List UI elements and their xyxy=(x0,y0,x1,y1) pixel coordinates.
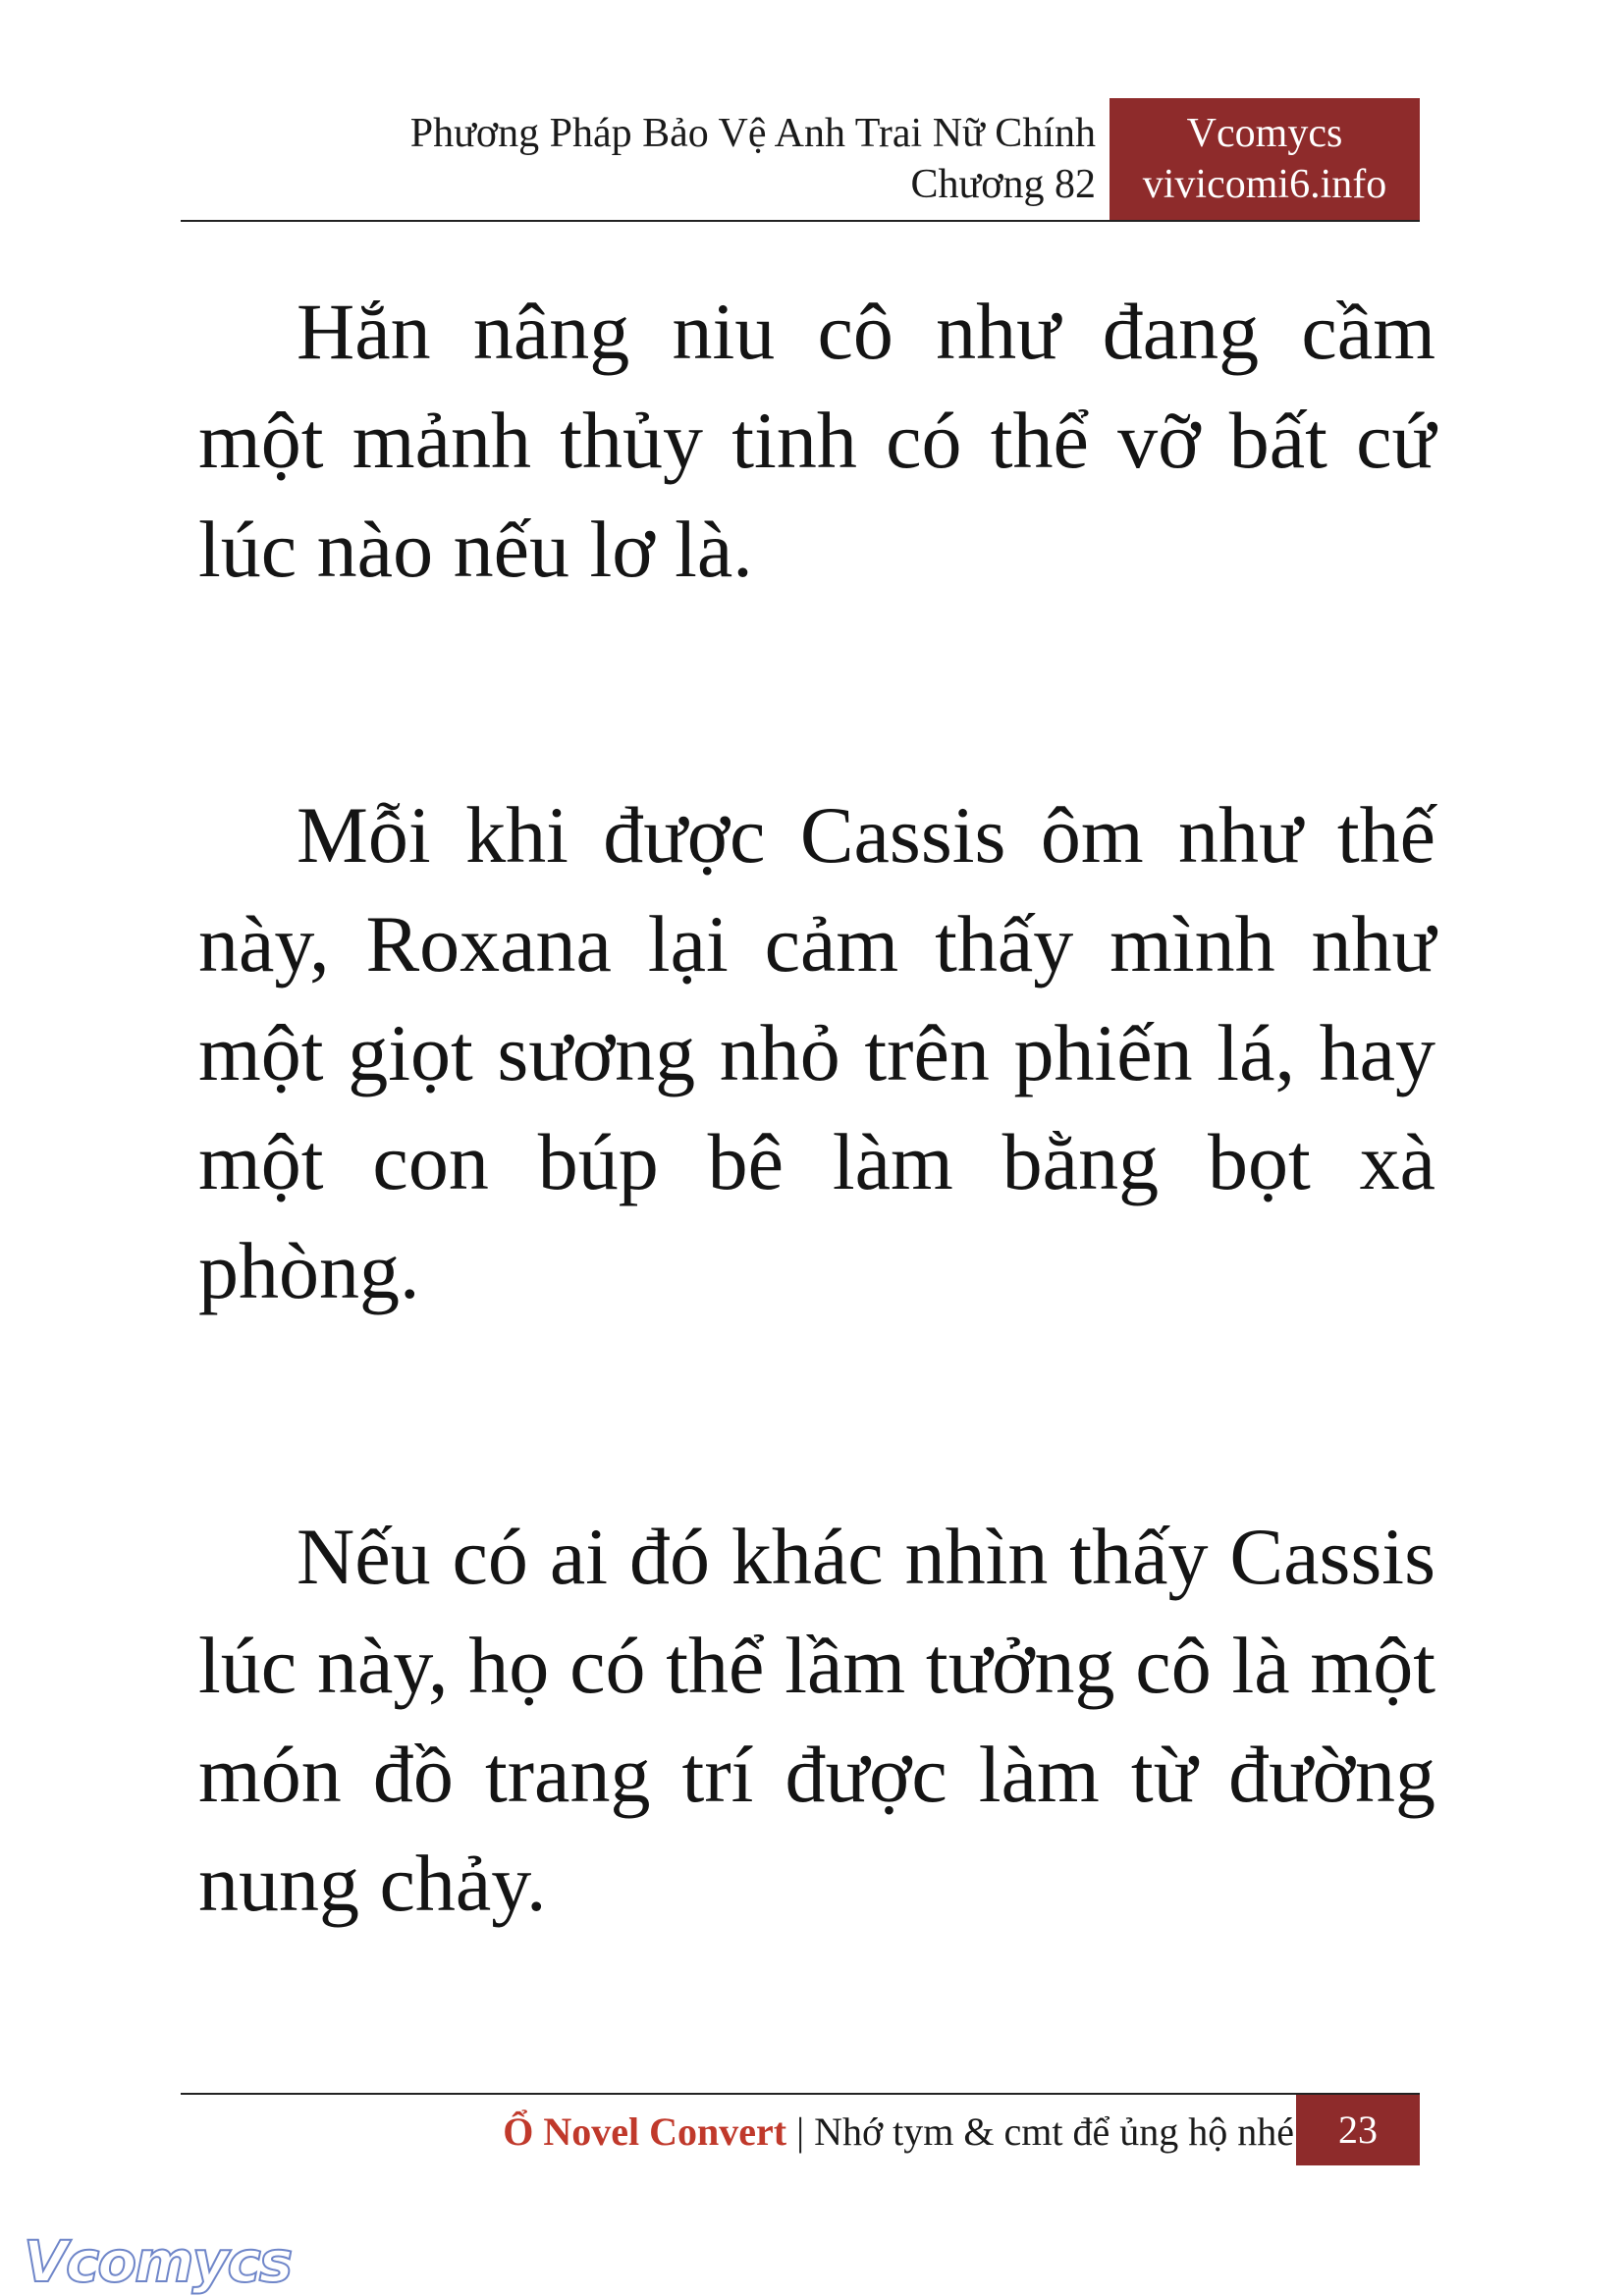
book-title: Phương Pháp Bảo Vệ Anh Trai Nữ Chính xyxy=(409,111,1096,156)
footer-message: Nhớ tym & cmt để ủng hộ nhé xyxy=(814,2109,1294,2154)
page-number: 23 xyxy=(1296,2095,1420,2165)
paragraph-2: Mỗi khi được Cassis ôm như thế này, Roxana lại cảm thấy mình như một giọt sương nhỏ trên phiến lá, hay một con búp bê làm bằng bọt xà phòng. xyxy=(198,790,1435,1315)
chapter-content xyxy=(198,277,1435,2114)
paragraph-1: Hắn nâng niu cô như đang cầm một mảnh thủy tinh có thể vỡ bất cứ lúc nào nếu lơ là. xyxy=(198,287,1435,594)
chapter-label: Chương 82 xyxy=(910,162,1096,207)
header-text xyxy=(410,108,1096,210)
header-divider xyxy=(181,220,1420,222)
footer-separator: | xyxy=(786,2109,815,2154)
footer-text xyxy=(503,2107,1294,2158)
site-badge xyxy=(1110,98,1420,220)
watermark-logo: Vcomycs xyxy=(24,2228,292,2295)
page-footer xyxy=(181,2095,1420,2165)
footer-brand: Ổ Novel Convert xyxy=(503,2109,787,2154)
site-name: Vcomycs xyxy=(1186,111,1343,156)
page-header xyxy=(181,98,1420,220)
paragraph-3: Nếu có ai đó khác nhìn thấy Cassis lúc này, họ có thể lầm tưởng cô là một món đồ trang trí được làm từ đường nung chảy. xyxy=(198,1512,1435,1928)
site-url: vivicomi6.info xyxy=(1142,162,1387,207)
